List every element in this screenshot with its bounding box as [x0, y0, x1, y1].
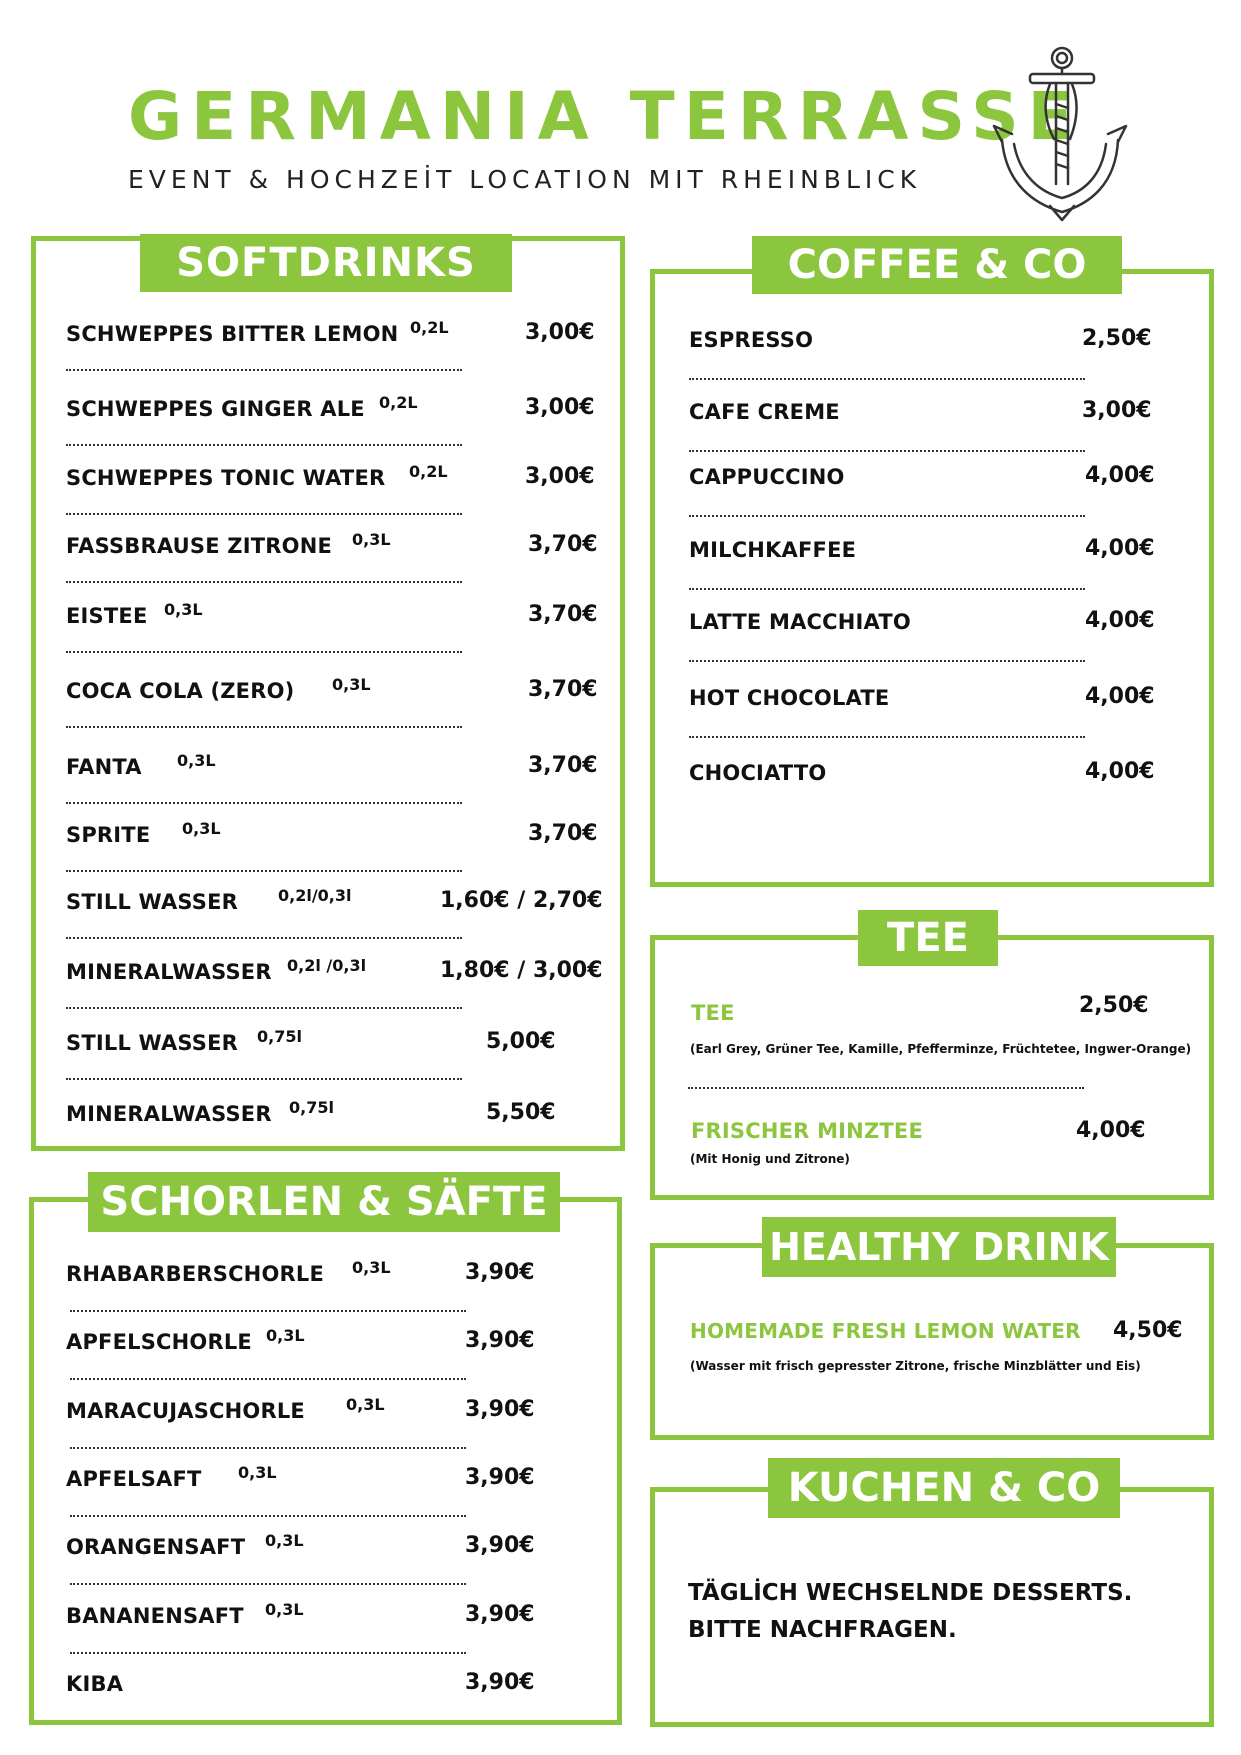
dotted-leader — [689, 736, 1085, 738]
dotted-leader — [70, 1515, 466, 1517]
item-name: APFELSAFT — [66, 1467, 202, 1491]
dotted-leader — [66, 726, 462, 728]
dotted-leader — [66, 651, 462, 653]
item-price: 3,70€ — [528, 677, 598, 702]
dotted-leader — [689, 660, 1085, 662]
item-price: 3,00€ — [525, 320, 595, 345]
dotted-leader — [70, 1652, 466, 1654]
item-price: 5,50€ — [486, 1100, 556, 1125]
item-name: FANTA — [66, 755, 142, 779]
tee-heading: TEE — [858, 910, 998, 966]
item-name: ORANGENSAFT — [66, 1535, 246, 1559]
dotted-leader — [66, 369, 462, 371]
item-size: 0,3L — [352, 530, 391, 549]
dotted-leader — [66, 1078, 462, 1080]
item-name: APFELSCHORLE — [66, 1330, 252, 1354]
item-size: 0,2l /0,3l — [287, 956, 367, 975]
dotted-leader — [688, 1087, 1084, 1089]
dotted-leader — [66, 870, 462, 872]
dotted-leader — [70, 1378, 466, 1380]
minztee-item-note: (Mit Honig und Zitrone) — [690, 1152, 850, 1166]
item-name: SPRITE — [66, 823, 151, 847]
item-size: 0,3L — [182, 819, 221, 838]
softdrinks-heading: SOFTDRINKS — [140, 234, 512, 292]
item-size: 0,3L — [346, 1395, 385, 1414]
dotted-leader — [66, 513, 462, 515]
item-name: EISTEE — [66, 604, 148, 628]
kuchen-heading: KUCHEN & CO — [768, 1458, 1120, 1518]
item-price: 1,80€ / 3,00€ — [440, 958, 603, 983]
item-size: 0,3L — [265, 1600, 304, 1619]
item-size: 0,2L — [379, 393, 418, 412]
item-price: 3,70€ — [528, 821, 598, 846]
item-name: BANANENSAFT — [66, 1604, 244, 1628]
item-size: 0,2l/0,3l — [278, 886, 352, 905]
dotted-leader — [66, 802, 462, 804]
item-price: 4,00€ — [1085, 608, 1155, 633]
healthy-item-price: 4,50€ — [1113, 1318, 1183, 1343]
dotted-leader — [689, 450, 1085, 452]
dotted-leader — [689, 588, 1085, 590]
item-price: 3,70€ — [528, 532, 598, 557]
item-name: LATTE MACCHIATO — [689, 610, 911, 634]
kuchen-text: TÄGLİCH WECHSELNDE DESSERTS. BITTE NACHFRAGEN. — [688, 1580, 1133, 1643]
dotted-leader — [70, 1447, 466, 1449]
item-name: MARACUJASCHORLE — [66, 1399, 305, 1423]
item-name: MINERALWASSER — [66, 1102, 272, 1126]
item-name: STILL WASSER — [66, 890, 239, 914]
item-price: 3,00€ — [1082, 398, 1152, 423]
item-price: 3,90€ — [465, 1465, 535, 1490]
item-name: SCHWEPPES TONIC WATER — [66, 466, 386, 490]
healthy-item-name: HOMEMADE FRESH LEMON WATER — [690, 1319, 1081, 1343]
minztee-item-name: FRISCHER MINZTEE — [691, 1119, 923, 1143]
tee-item-name: TEE — [691, 1001, 735, 1025]
item-name: KIBA — [66, 1672, 124, 1696]
item-price: 3,00€ — [525, 395, 595, 420]
dotted-leader — [70, 1310, 466, 1312]
item-size: 0,3L — [332, 675, 371, 694]
item-name: ESPRESSO — [689, 328, 814, 352]
dotted-leader — [70, 1583, 466, 1585]
item-price: 3,90€ — [465, 1328, 535, 1353]
item-price: 4,00€ — [1085, 463, 1155, 488]
item-name: CAFE CREME — [689, 400, 840, 424]
dotted-leader — [66, 1007, 462, 1009]
item-size: 0,75l — [289, 1098, 334, 1117]
item-name: COCA COLA (ZERO) — [66, 679, 295, 703]
restaurant-subtitle: EVENT & HOCHZEİT LOCATION MIT RHEINBLICK — [128, 165, 922, 194]
item-price: 3,90€ — [465, 1260, 535, 1285]
coffee-heading: COFFEE & CO — [752, 236, 1122, 294]
item-price: 4,00€ — [1085, 536, 1155, 561]
item-name: HOT CHOCOLATE — [689, 686, 890, 710]
item-name: MILCHKAFFEE — [689, 538, 857, 562]
schorlen-heading: SCHORLEN & SÄFTE — [88, 1172, 560, 1232]
item-size: 0,2L — [409, 462, 448, 481]
item-size: 0,2L — [410, 318, 449, 337]
item-size: 0,3L — [177, 751, 216, 770]
item-name: RHABARBERSCHORLE — [66, 1262, 325, 1286]
item-price: 2,50€ — [1082, 326, 1152, 351]
item-price: 4,00€ — [1085, 684, 1155, 709]
tee-item-price: 2,50€ — [1079, 993, 1149, 1018]
item-price: 3,70€ — [528, 753, 598, 778]
item-price: 4,00€ — [1085, 759, 1155, 784]
item-price: 3,90€ — [465, 1533, 535, 1558]
item-price: 3,70€ — [528, 602, 598, 627]
dotted-leader — [689, 378, 1085, 380]
item-price: 3,90€ — [465, 1397, 535, 1422]
healthy-heading: HEALTHY DRINK — [762, 1217, 1116, 1277]
dotted-leader — [66, 937, 462, 939]
item-name: SCHWEPPES GINGER ALE — [66, 397, 365, 421]
item-price: 1,60€ / 2,70€ — [440, 888, 603, 913]
item-size: 0,3L — [164, 600, 203, 619]
item-price: 3,90€ — [465, 1670, 535, 1695]
item-name: FASSBRAUSE ZITRONE — [66, 534, 333, 558]
item-name: SCHWEPPES BITTER LEMON — [66, 322, 399, 346]
item-name: MINERALWASSER — [66, 960, 272, 984]
item-size: 0,3L — [238, 1463, 277, 1482]
item-size: 0,3L — [266, 1326, 305, 1345]
item-name: CAPPUCCINO — [689, 465, 845, 489]
item-name: CHOCIATTO — [689, 761, 827, 785]
item-price: 3,00€ — [525, 464, 595, 489]
dotted-leader — [66, 581, 462, 583]
item-price: 3,90€ — [465, 1602, 535, 1627]
item-name: STILL WASSER — [66, 1031, 239, 1055]
item-size: 0,75l — [257, 1027, 302, 1046]
coffee-section — [650, 269, 1214, 887]
healthy-item-note: (Wasser mit frisch gepresster Zitrone, frische Minzblätter und Eis) — [690, 1359, 1141, 1373]
restaurant-title: GERMANIA TERRASSE — [128, 78, 1082, 155]
item-size: 0,3L — [352, 1258, 391, 1277]
anchor-icon — [990, 44, 1130, 222]
tee-item-note: (Earl Grey, Grüner Tee, Kamille, Pfefferminze, Früchtetee, Ingwer-Orange) — [690, 1042, 1192, 1056]
minztee-item-price: 4,00€ — [1076, 1118, 1146, 1143]
item-size: 0,3L — [265, 1531, 304, 1550]
item-price: 5,00€ — [486, 1029, 556, 1054]
dotted-leader — [66, 444, 462, 446]
dotted-leader — [689, 515, 1085, 517]
